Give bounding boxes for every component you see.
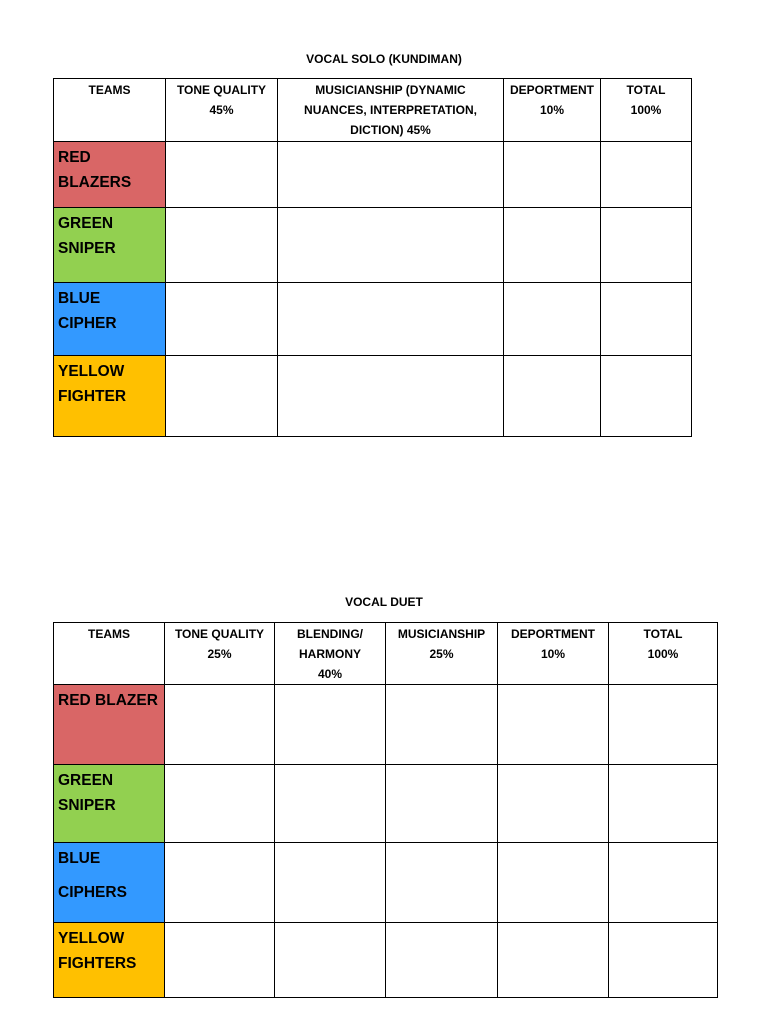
table-row [54, 843, 718, 923]
table-row [54, 142, 692, 208]
header-row [54, 623, 718, 685]
score-cell[interactable] [498, 765, 609, 843]
header-musicianship: MUSICIANSHIP (DYNAMIC NUANCES, INTERPRETATION, DICTION) 45% [278, 79, 504, 142]
team-blue-cipher: BLUE CIPHER [54, 283, 166, 356]
team-green-sniper: GREEN SNIPER [54, 765, 165, 843]
score-cell[interactable] [601, 356, 692, 437]
table-row [54, 283, 692, 356]
header-total: TOTAL 100% [601, 79, 692, 142]
solo-score-table [53, 78, 692, 437]
score-cell[interactable] [166, 142, 278, 208]
score-cell[interactable] [498, 923, 609, 998]
score-cell[interactable] [609, 765, 718, 843]
score-cell[interactable] [498, 843, 609, 923]
table-row [54, 685, 718, 765]
duet-title: VOCAL DUET [345, 595, 423, 609]
score-cell[interactable] [504, 283, 601, 356]
score-cell[interactable] [166, 283, 278, 356]
header-total: TOTAL 100% [609, 623, 718, 685]
header-blending-harmony: BLENDING/ HARMONY 40% [275, 623, 386, 685]
table-row [54, 356, 692, 437]
score-cell[interactable] [165, 923, 275, 998]
score-cell[interactable] [165, 765, 275, 843]
team-yellow-fighter: YELLOW FIGHTER [54, 356, 166, 437]
score-cell[interactable] [504, 142, 601, 208]
score-cell[interactable] [166, 208, 278, 283]
table-row [54, 765, 718, 843]
team-green-sniper: GREEN SNIPER [54, 208, 166, 283]
score-cell[interactable] [278, 142, 504, 208]
table-row [54, 923, 718, 998]
header-teams: TEAMS [54, 623, 165, 685]
score-cell[interactable] [504, 356, 601, 437]
team-blue-ciphers: BLUE CIPHERS [54, 843, 165, 923]
header-deportment: DEPORTMENT 10% [498, 623, 609, 685]
team-yellow-fighters: YELLOW FIGHTERS [54, 923, 165, 998]
score-cell[interactable] [601, 208, 692, 283]
score-cell[interactable] [609, 923, 718, 998]
score-cell[interactable] [278, 356, 504, 437]
score-cell[interactable] [275, 765, 386, 843]
table-row [54, 208, 692, 283]
header-tone-quality: TONE QUALITY 25% [165, 623, 275, 685]
score-cell[interactable] [601, 142, 692, 208]
header-tone-quality: TONE QUALITY 45% [166, 79, 278, 142]
solo-title: VOCAL SOLO (KUNDIMAN) [306, 52, 462, 66]
header-musicianship: MUSICIANSHIP 25% [386, 623, 498, 685]
score-cell[interactable] [386, 923, 498, 998]
score-cell[interactable] [275, 843, 386, 923]
score-cell[interactable] [504, 208, 601, 283]
score-cell[interactable] [498, 685, 609, 765]
score-cell[interactable] [278, 283, 504, 356]
team-red-blazers: RED BLAZERS [54, 142, 166, 208]
header-row [54, 79, 692, 142]
score-cell[interactable] [165, 843, 275, 923]
score-cell[interactable] [609, 843, 718, 923]
duet-score-table [53, 622, 718, 998]
score-cell[interactable] [386, 765, 498, 843]
score-cell[interactable] [278, 208, 504, 283]
header-deportment: DEPORTMENT 10% [504, 79, 601, 142]
score-cell[interactable] [275, 923, 386, 998]
score-cell[interactable] [386, 685, 498, 765]
score-cell[interactable] [601, 283, 692, 356]
score-cell[interactable] [386, 843, 498, 923]
header-teams: TEAMS [54, 79, 166, 142]
team-red-blazer: RED BLAZER [54, 685, 165, 765]
score-cell[interactable] [165, 685, 275, 765]
score-cell[interactable] [609, 685, 718, 765]
score-cell[interactable] [166, 356, 278, 437]
score-cell[interactable] [275, 685, 386, 765]
